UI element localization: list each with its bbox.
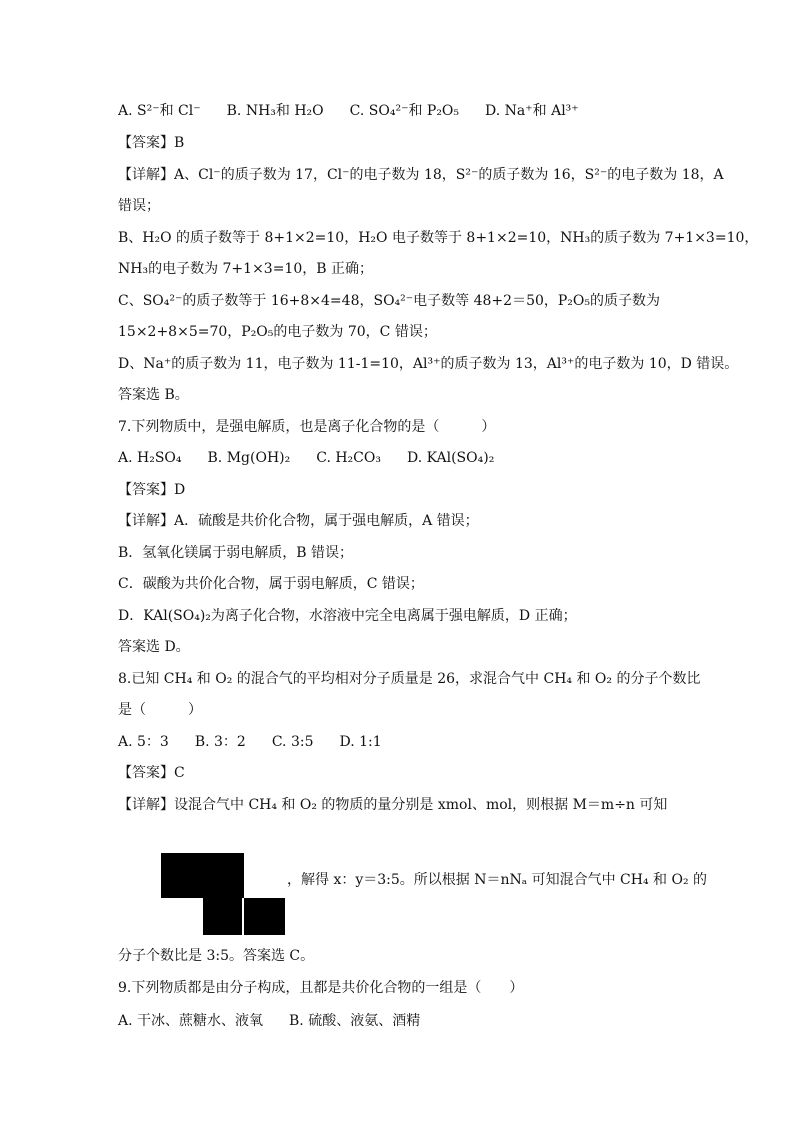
text-line: 8.已知 CH₄ 和 O₂ 的混合气的平均相对分子质量是 26，求混合气中 CH₄ 和 O₂ 的分子个数比 xyxy=(118,671,701,687)
text-line: 【详解】A．硫酸是共价化合物，属于强电解质，A 错误； xyxy=(118,513,479,529)
option-item: B. 硫酸、液氨、酒精 xyxy=(289,1013,421,1029)
text-line: 【详解】A、Cl⁻的质子数为 17，Cl⁻的电子数为 18，S²⁻的质子数为 16，S²⁻的电子数为 18，A xyxy=(118,167,724,183)
option-item: A. 干冰、蔗糖水、液氧 xyxy=(118,1013,264,1029)
text-line: NH₃的电子数为 7+1×3=10，B 正确； xyxy=(118,261,373,277)
text-line: 是（ ） xyxy=(118,702,202,718)
option-item: A. S²⁻和 Cl⁻ xyxy=(118,103,201,119)
formula-image-block-bottom-right xyxy=(244,898,285,935)
text-line: ，解得 x：y＝3:5。所以根据 N＝nNₐ 可知混合气中 CH₄ 和 O₂ 的 xyxy=(287,872,708,888)
text-line: 【答案】C xyxy=(118,765,185,781)
text-line: 错误； xyxy=(118,198,160,214)
text-line: 7.下列物质中，是强电解质，也是离子化合物的是（ ） xyxy=(118,419,496,435)
text-line: D．KAl(SO₄)₂为离子化合物，水溶液中完全电离属于强电解质，D 正确； xyxy=(118,608,577,624)
option-row xyxy=(118,1012,446,1030)
option-item: B. Mg(OH)₂ xyxy=(207,450,291,466)
text-line: 9.下列物质都是由分子构成，且都是共价化合物的一组是（ ） xyxy=(118,980,524,996)
option-item: D. 1:1 xyxy=(339,734,382,750)
text-line: D、Na⁺的质子数为 11，电子数为 11-1=10，Al³⁺的质子数为 13，Al³⁺的电子数为 10，D 错误。 xyxy=(118,356,739,372)
option-item: A. 5：3 xyxy=(118,734,169,750)
text-line: 15×2+8×5=70，P₂O₅的电子数为 70，C 错误； xyxy=(118,324,437,340)
option-item: C. 3:5 xyxy=(271,734,314,750)
option-item: B. 3：2 xyxy=(194,734,246,750)
option-row xyxy=(118,733,408,751)
option-item: B. NH₃和 H₂O xyxy=(226,103,324,119)
option-item: D. Na⁺和 Al³⁺ xyxy=(485,103,579,119)
option-item: D. KAl(SO₄)₂ xyxy=(406,450,495,466)
text-line: 【答案】B xyxy=(118,135,185,151)
text-line: B、H₂O 的质子数等于 8+1×2=10，H₂O 电子数等于 8+1×2=10，NH₃的质子数为 7+1×3=10， xyxy=(118,230,759,246)
text-line: 【答案】D xyxy=(118,482,186,498)
text-line: 答案选 B。 xyxy=(118,387,189,403)
text-line: 分子个数比是 3:5。答案选 C。 xyxy=(118,948,315,964)
option-item: C. H₂CO₃ xyxy=(316,450,381,466)
option-row xyxy=(118,102,605,120)
option-item: C. SO₄²⁻和 P₂O₅ xyxy=(349,103,460,119)
option-row xyxy=(118,449,520,467)
text-line: 答案选 D。 xyxy=(118,639,190,655)
formula-image-block-bottom-left xyxy=(203,898,242,935)
text-line: 【详解】设混合气中 CH₄ 和 O₂ 的物质的量分别是 xmol、mol，则根据 M＝m÷n 可知 xyxy=(118,797,668,813)
text-line: C．碳酸为共价化合物，属于弱电解质，C 错误； xyxy=(118,576,424,592)
text-line: B．氢氧化镁属于弱电解质，B 错误； xyxy=(118,545,354,561)
formula-image-block-top xyxy=(161,853,244,898)
text-line: C、SO₄²⁻的质子数等于 16+8×4=48，SO₄²⁻电子数等 48+2＝50，P₂O₅的质子数为 xyxy=(118,293,660,309)
option-item: A. H₂SO₄ xyxy=(118,450,182,466)
